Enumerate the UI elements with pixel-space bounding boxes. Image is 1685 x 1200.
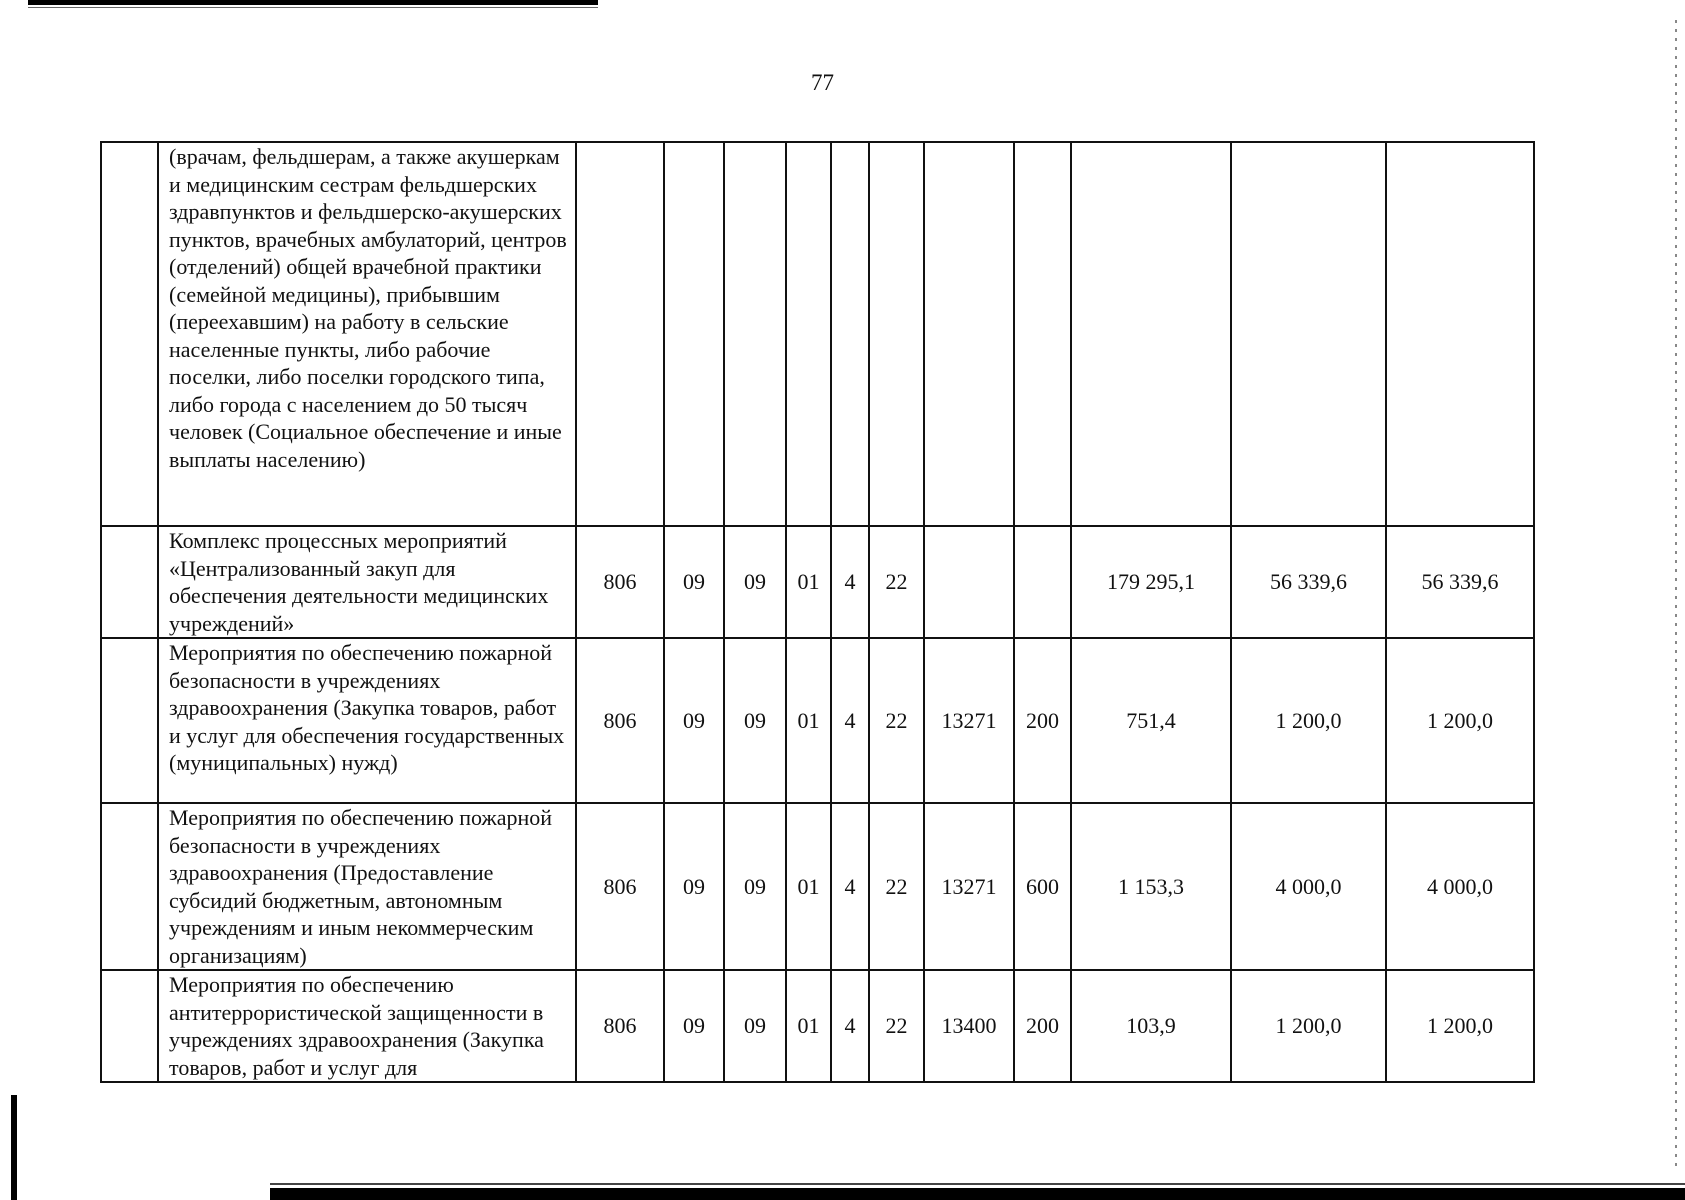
scan-edge-top (28, 0, 598, 5)
subsection-cell: 09 (724, 970, 786, 1082)
row-number-cell (101, 970, 158, 1082)
target-article-2-cell: 4 (831, 526, 869, 638)
subsection-cell (724, 142, 786, 526)
item-name-cell: (врачам, фельдшерам, а также акушеркам и медицинским сестрам фельдшерских здравпунктов и фельдшерско-акушерских пунктов, врачебных амбулаторий, центров (отделений) общей врачебной практики (семейной медицины), прибывшим (переехавшим) на работу в сельские населенные пункты, либо рабочие поселки, либо поселки городского типа, либо города с населением до 50 тысяч человек (Социальное обеспечение и иные выплаты населению) (158, 142, 576, 526)
amount-year-1-cell (1071, 142, 1231, 526)
amount-year-2-cell: 1 200,0 (1231, 638, 1386, 803)
section-cell: 09 (664, 526, 724, 638)
amount-year-2-cell (1231, 142, 1386, 526)
subsection-cell: 09 (724, 526, 786, 638)
amount-year-3-cell: 56 339,6 (1386, 526, 1534, 638)
subsection-cell: 09 (724, 638, 786, 803)
target-article-3-cell: 22 (869, 803, 924, 970)
table-row (101, 803, 1534, 970)
item-name-cell: Мероприятия по обеспечению антитеррористической защищенности в учреждениях здравоохранения (Закупка товаров, работ и услуг для (158, 970, 576, 1082)
subsection-cell: 09 (724, 803, 786, 970)
amount-year-1-cell: 751,4 (1071, 638, 1231, 803)
table-row (101, 638, 1534, 803)
target-article-2-cell (831, 142, 869, 526)
amount-year-3-cell (1386, 142, 1534, 526)
target-article-4-cell (924, 526, 1014, 638)
target-article-3-cell: 22 (869, 638, 924, 803)
grbs-cell: 806 (576, 970, 664, 1082)
target-article-1-cell: 01 (786, 526, 831, 638)
expense-type-cell (1014, 142, 1071, 526)
section-cell (664, 142, 724, 526)
section-cell: 09 (664, 803, 724, 970)
expense-type-cell (1014, 526, 1071, 638)
target-article-1-cell (786, 142, 831, 526)
table-row (101, 970, 1534, 1082)
target-article-3-cell: 22 (869, 970, 924, 1082)
page-number: 77 (811, 70, 834, 95)
amount-year-2-cell: 1 200,0 (1231, 970, 1386, 1082)
target-article-4-cell: 13271 (924, 638, 1014, 803)
expense-type-cell: 200 (1014, 638, 1071, 803)
scan-edge-left (11, 1095, 17, 1200)
amount-year-3-cell: 4 000,0 (1386, 803, 1534, 970)
table-row (101, 142, 1534, 526)
item-name-cell: Мероприятия по обеспечению пожарной безопасности в учреждениях здравоохранения (Закупка товаров, работ и услуг для обеспечения государственных (муниципальных) нужд) (158, 638, 576, 803)
row-number-cell (101, 142, 158, 526)
scan-edge-bottom-line (270, 1183, 1685, 1185)
expense-type-cell: 600 (1014, 803, 1071, 970)
amount-year-2-cell: 4 000,0 (1231, 803, 1386, 970)
amount-year-1-cell: 179 295,1 (1071, 526, 1231, 638)
target-article-4-cell: 13271 (924, 803, 1014, 970)
row-number-cell (101, 638, 158, 803)
row-number-cell (101, 526, 158, 638)
target-article-2-cell: 4 (831, 803, 869, 970)
amount-year-1-cell: 1 153,3 (1071, 803, 1231, 970)
amount-year-1-cell: 103,9 (1071, 970, 1231, 1082)
item-name-cell: Мероприятия по обеспечению пожарной безопасности в учреждениях здравоохранения (Предоставление субсидий бюджетным, автономным учреждениям и иным некоммерческим организациям) (158, 803, 576, 970)
grbs-cell: 806 (576, 803, 664, 970)
target-article-4-cell (924, 142, 1014, 526)
row-number-cell (101, 803, 158, 970)
amount-year-3-cell: 1 200,0 (1386, 970, 1534, 1082)
grbs-cell: 806 (576, 638, 664, 803)
budget-table (100, 141, 1535, 1083)
target-article-1-cell: 01 (786, 638, 831, 803)
grbs-cell: 806 (576, 526, 664, 638)
target-article-3-cell: 22 (869, 526, 924, 638)
section-cell: 09 (664, 970, 724, 1082)
target-article-2-cell: 4 (831, 970, 869, 1082)
table-row (101, 526, 1534, 638)
target-article-1-cell: 01 (786, 970, 831, 1082)
target-article-1-cell: 01 (786, 803, 831, 970)
item-name-cell: Комплекс процессных мероприятий «Централизованный закуп для обеспечения деятельности медицинских учреждений» (158, 526, 576, 638)
target-article-3-cell (869, 142, 924, 526)
amount-year-2-cell: 56 339,6 (1231, 526, 1386, 638)
target-article-2-cell: 4 (831, 638, 869, 803)
section-cell: 09 (664, 638, 724, 803)
amount-year-3-cell: 1 200,0 (1386, 638, 1534, 803)
target-article-4-cell: 13400 (924, 970, 1014, 1082)
expense-type-cell: 200 (1014, 970, 1071, 1082)
scan-edge-top-line (28, 7, 598, 8)
scan-edge-bottom (270, 1188, 1685, 1200)
grbs-cell (576, 142, 664, 526)
scan-edge-right (1675, 20, 1677, 1170)
